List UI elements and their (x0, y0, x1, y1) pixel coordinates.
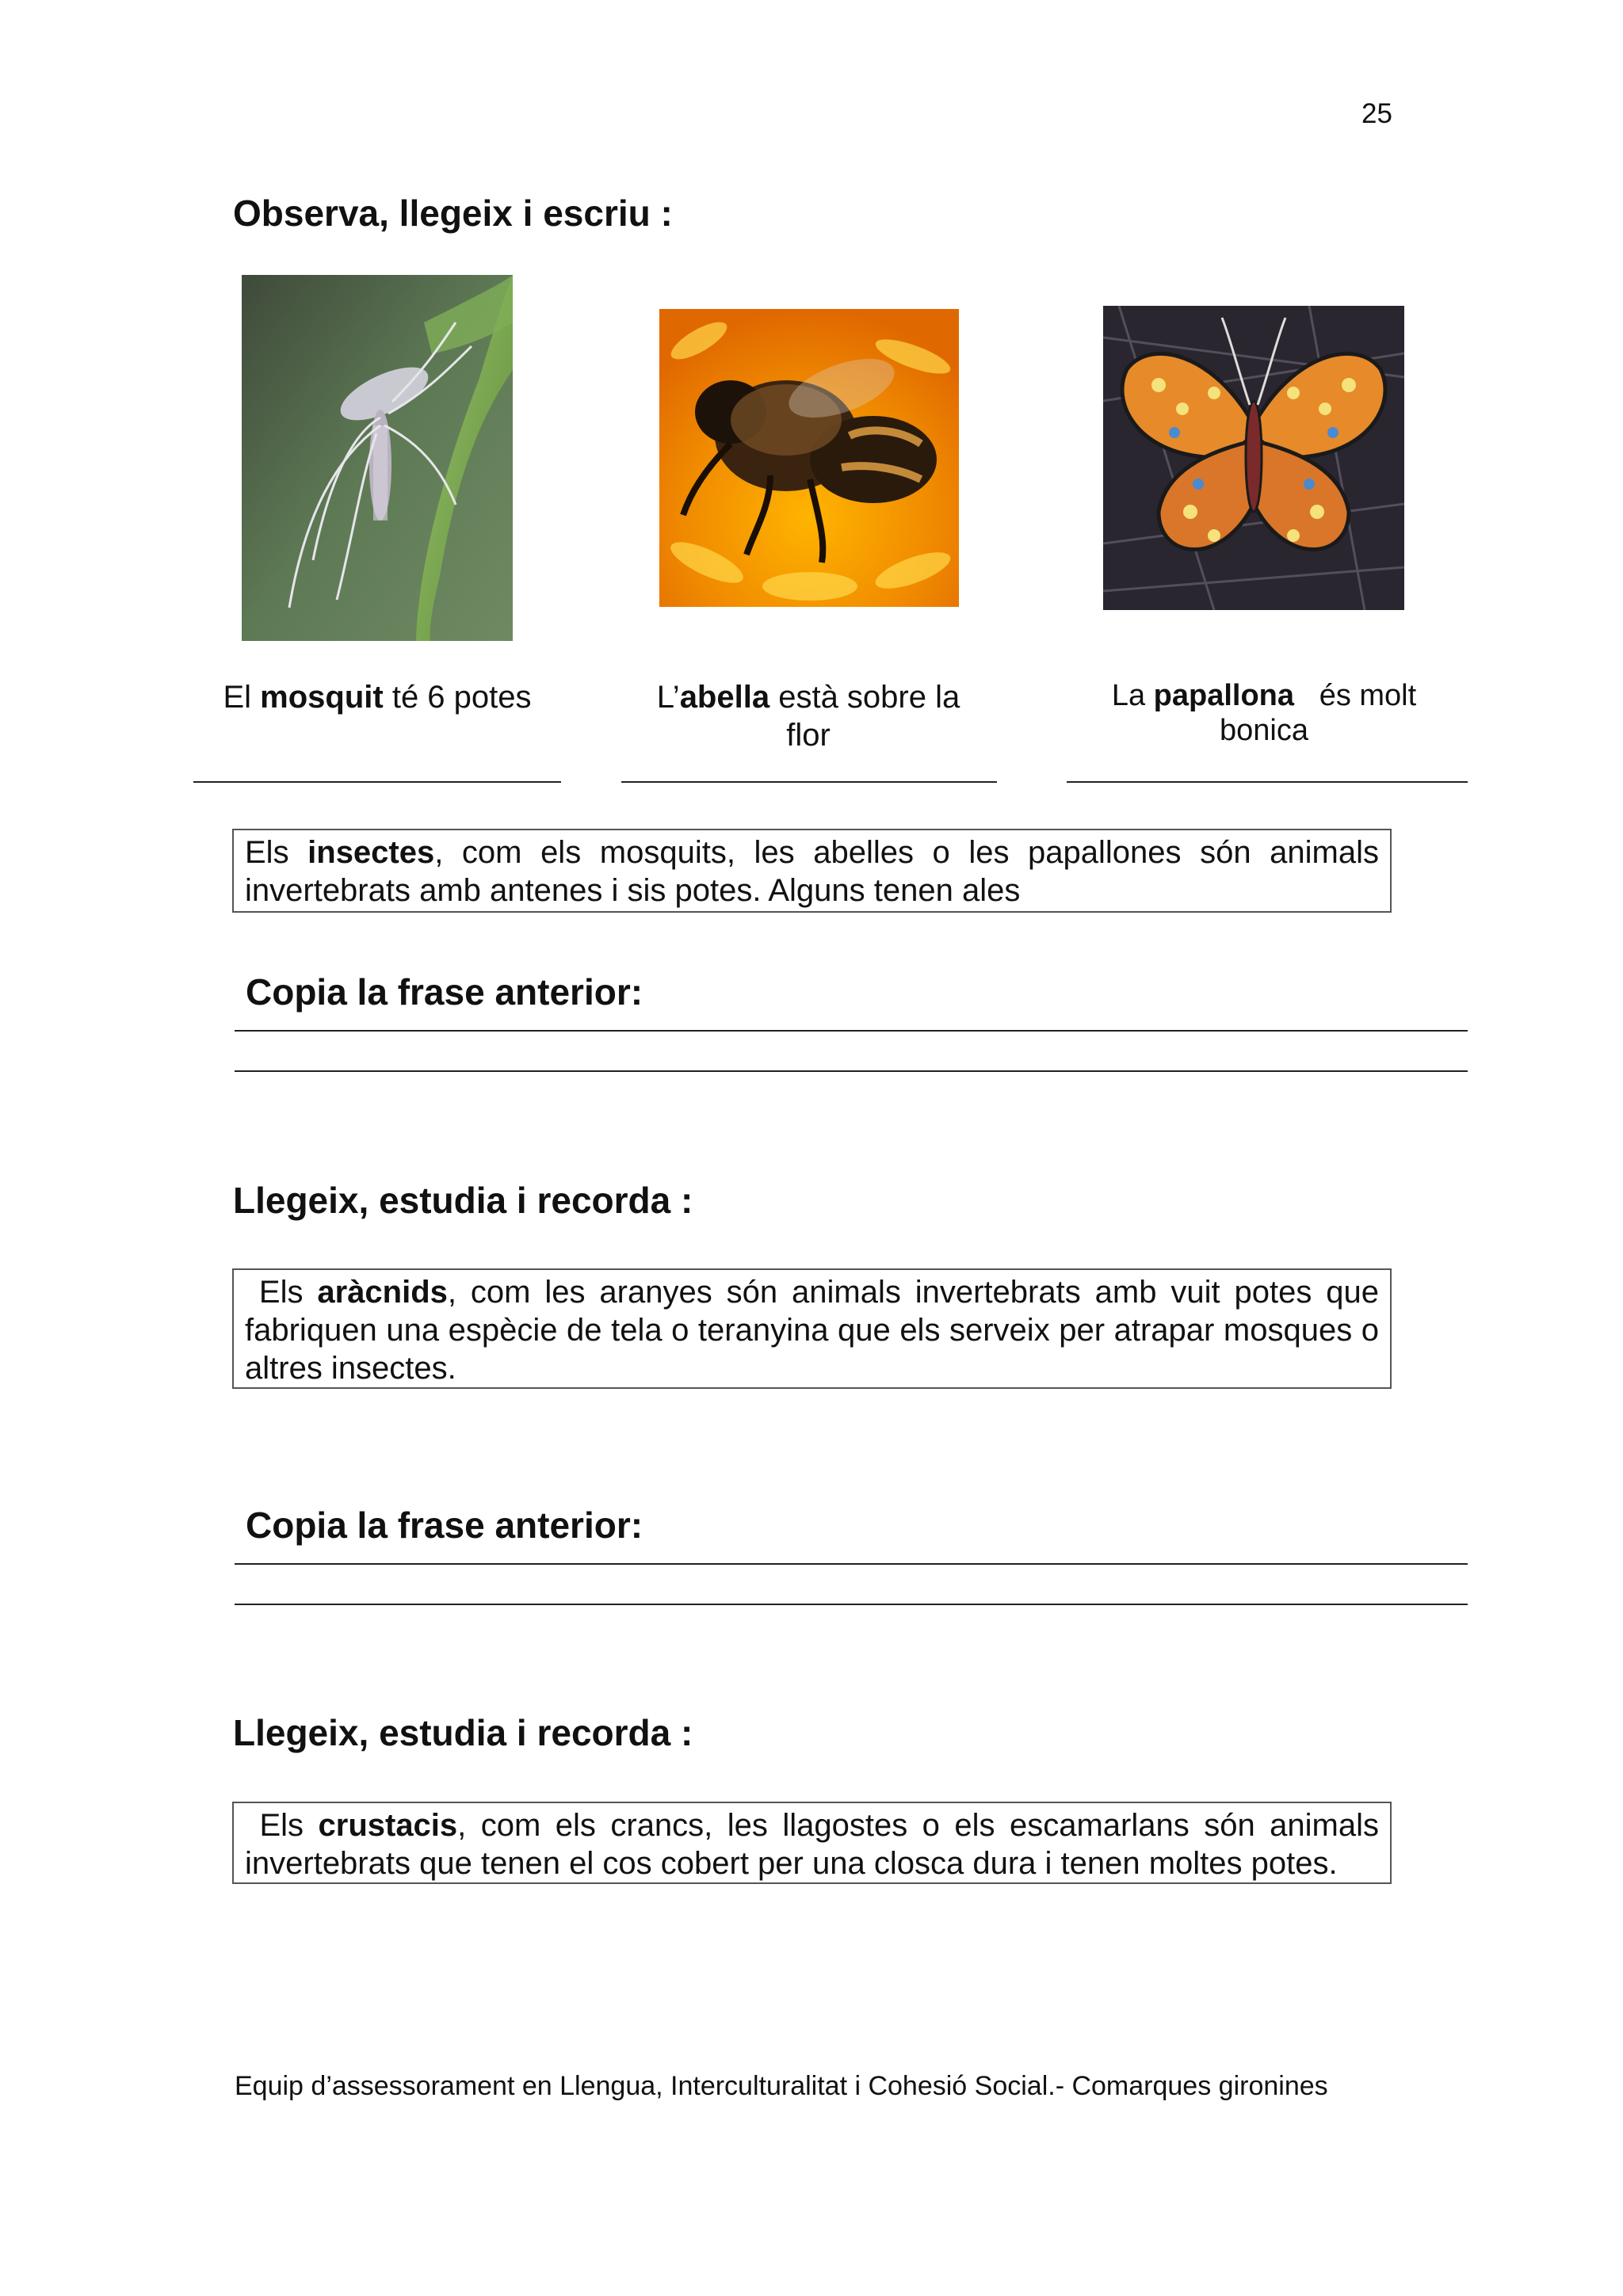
info-box-crustaceans: Els crustacis, com els crancs, les llagostes o els escamarlans són animals invertebrats que tenen el cos cobert per una closca dura i tenen moltes potes. (232, 1802, 1392, 1884)
copy-line-1b[interactable] (235, 1070, 1468, 1072)
copy-line-2b[interactable] (235, 1604, 1468, 1605)
bee-photo (659, 309, 959, 607)
info-box-arachnids: Els aràcnids, com les aranyes són animals invertebrats amb vuit potes que fabriquen una espècie de tela o teranyina que els serveix per atrapar mosques o altres insectes. (232, 1268, 1392, 1389)
info-box-insects: Els insectes, com els mosquits, les abelles o les papallones són animals invertebrats amb antenes i sis potes. Alguns tenen ales (232, 829, 1392, 913)
mosquito-photo (242, 275, 513, 641)
caption-mosquito: El mosquit té 6 potes (223, 680, 532, 715)
writing-line-bee[interactable] (621, 781, 997, 783)
copy-line-2a[interactable] (235, 1563, 1468, 1565)
section-heading-llegeix-1: Llegeix, estudia i recorda : (233, 1180, 693, 1221)
copy-heading-2: Copia la frase anterior: (246, 1505, 643, 1546)
caption-butterfly: La papallona és molt bonica (1111, 679, 1425, 747)
section-heading-llegeix-2: Llegeix, estudia i recorda : (233, 1712, 693, 1753)
page-number: 25 (1361, 98, 1392, 129)
footer-credit: Equip d’assessorament en Llengua, Interculturalitat i Cohesió Social.- Comarques gironines (235, 2071, 1328, 2101)
section-heading-observa: Observa, llegeix i escriu : (233, 193, 673, 234)
writing-line-butterfly[interactable] (1067, 781, 1468, 783)
caption-bee: L’abella està sobre la flor (656, 680, 960, 753)
copy-heading-1: Copia la frase anterior: (246, 971, 643, 1013)
butterfly-photo (1103, 306, 1404, 610)
writing-line-mosquito[interactable] (193, 781, 561, 783)
copy-line-1a[interactable] (235, 1030, 1468, 1032)
